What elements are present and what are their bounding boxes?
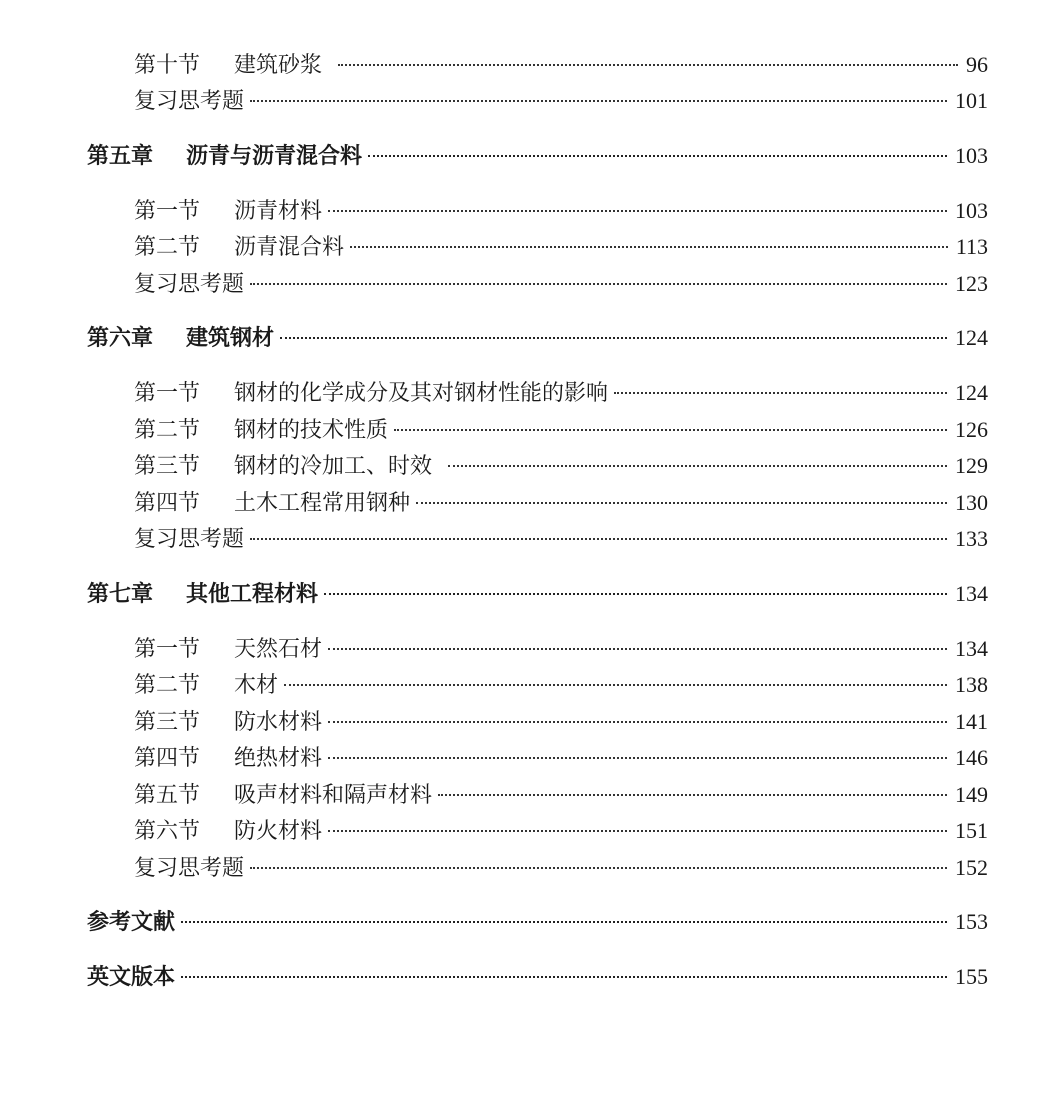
chapter-title: 沥青与沥青混合料 [186,143,363,169]
entry-number: 第一节 [134,199,201,224]
entry-title: 钢材的冷加工、时效 [234,454,433,479]
toc-english-version-entry[interactable] [87,962,988,992]
entry-page: 149 [955,782,988,807]
entry-title: 木材 [234,673,279,698]
entry-title: 防水材料 [234,710,323,735]
entry-page: 103 [955,198,988,223]
entry-number: 第四节 [134,746,201,771]
dot-leader [438,794,947,796]
toc-chapter-entry[interactable] [87,323,988,353]
entry-title: 复习思考题 [134,89,245,114]
entry-page: 124 [955,325,988,350]
entry-page: 123 [955,271,988,296]
dot-leader [394,429,947,431]
entry-title: 建筑砂浆 [234,53,323,78]
entry-page: 96 [966,52,988,77]
toc-chapter-entry[interactable] [87,141,988,171]
chapter-number: 第五章 [87,143,154,169]
dot-leader [324,593,947,595]
chapter-title: 建筑钢材 [186,325,275,351]
toc-entry[interactable] [134,780,988,810]
entry-number: 第二节 [134,673,201,698]
entry-number: 第十节 [134,53,201,78]
chapter-title: 英文版本 [87,964,176,990]
entry-number: 第三节 [134,710,201,735]
toc-chapter-entry[interactable] [87,579,988,609]
entry-page: 129 [955,453,988,478]
chapter-title: 其他工程材料 [186,581,319,607]
chapter-title: 参考文献 [87,909,176,935]
entry-page: 130 [955,490,988,515]
toc-entry[interactable] [134,269,988,299]
entry-number: 第五节 [134,783,201,808]
entry-page: 101 [955,88,988,113]
dot-leader [328,757,947,759]
entry-title: 沥青混合料 [234,235,345,260]
entry-title: 钢材的技术性质 [234,418,389,443]
entry-page: 152 [955,855,988,880]
toc-entry[interactable] [134,488,988,518]
entry-title: 天然石材 [234,637,323,662]
toc-entry[interactable] [134,196,988,226]
dot-leader [250,100,947,102]
toc-entry[interactable] [134,50,988,80]
entry-page: 151 [955,818,988,843]
entry-title: 复习思考题 [134,856,245,881]
toc-entry[interactable] [134,415,988,445]
dot-leader [328,210,947,212]
entry-title: 钢材的化学成分及其对钢材性能的影响 [234,381,609,406]
toc-entry[interactable] [134,707,988,737]
entry-page: 134 [955,581,988,606]
toc-entry[interactable] [134,670,988,700]
entry-page: 153 [955,909,988,934]
dot-leader [614,392,947,394]
dot-leader [250,283,947,285]
entry-number: 第二节 [134,235,201,260]
dot-leader [280,337,947,339]
dot-leader [181,921,947,923]
entry-title: 沥青材料 [234,199,323,224]
entry-title: 复习思考题 [134,272,245,297]
entry-page: 138 [955,672,988,697]
entry-title: 土木工程常用钢种 [234,491,411,516]
chapter-number: 第七章 [87,581,154,607]
dot-leader [328,648,947,650]
entry-page: 113 [955,234,988,259]
dot-leader [368,155,947,157]
entry-page: 126 [955,417,988,442]
dot-leader [448,465,947,467]
entry-number: 第一节 [134,381,201,406]
entry-number: 第六节 [134,819,201,844]
entry-page: 134 [955,636,988,661]
toc-entry[interactable] [134,524,988,554]
entry-number: 第一节 [134,637,201,662]
toc-entry[interactable] [134,232,988,262]
entry-title: 绝热材料 [234,746,323,771]
dot-leader [250,538,947,540]
entry-title: 防火材料 [234,819,323,844]
toc-entry[interactable] [134,853,988,883]
dot-leader [328,830,947,832]
entry-number: 第三节 [134,454,201,479]
chapter-number: 第六章 [87,325,154,351]
entry-page: 103 [955,143,988,168]
dot-leader [181,976,947,978]
toc-references-entry[interactable] [87,907,988,937]
dot-leader [284,684,947,686]
toc-entry[interactable] [134,451,988,481]
toc-entry[interactable] [134,634,988,664]
entry-page: 146 [955,745,988,770]
toc-entry[interactable] [134,743,988,773]
dot-leader [350,246,948,248]
toc-entry[interactable] [134,86,988,116]
dot-leader [416,502,947,504]
entry-number: 第四节 [134,491,201,516]
entry-page: 133 [955,526,988,551]
entry-page: 155 [955,964,988,989]
dot-leader [250,867,947,869]
toc-entry[interactable] [134,816,988,846]
entry-title: 吸声材料和隔声材料 [234,783,433,808]
toc-entry[interactable] [134,378,988,408]
entry-page: 124 [955,380,988,405]
dot-leader [328,721,947,723]
entry-number: 第二节 [134,418,201,443]
entry-title: 复习思考题 [134,527,245,552]
entry-page: 141 [955,709,988,734]
dot-leader [338,64,958,66]
